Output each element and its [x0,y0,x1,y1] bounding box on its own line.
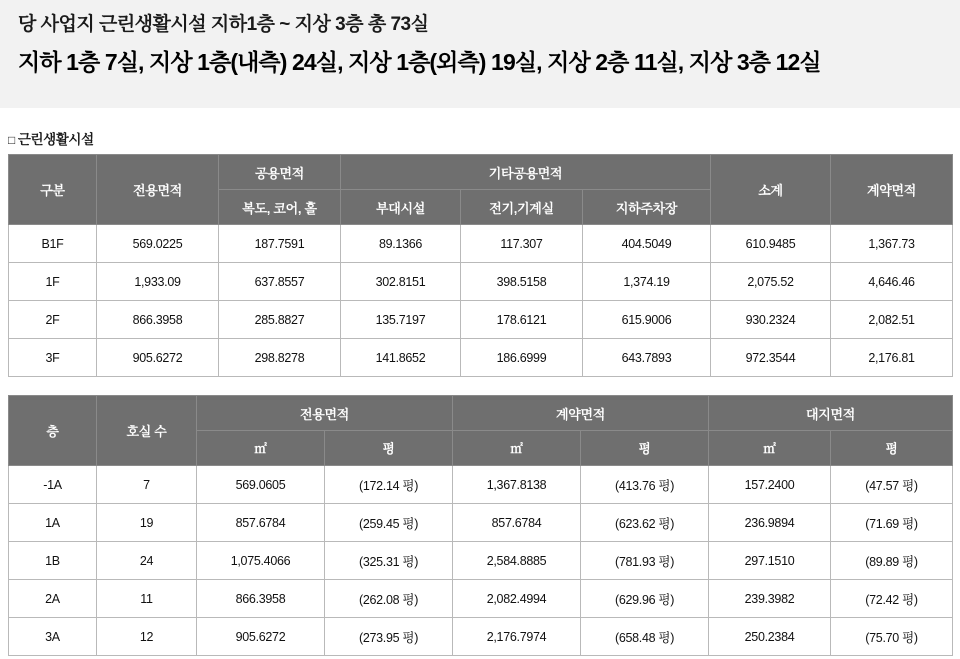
th-contract-area: 계약면적 [831,155,953,225]
cell-land-pyeong: (47.57 평) [831,466,953,504]
cell-exclusive-pyeong: (325.31 평) [325,542,453,580]
th-common-sub: 복도, 코어, 홀 [219,190,341,225]
cell-contract-pyeong: (658.48 평) [581,618,709,656]
cell-exclusive-pyeong: (259.45 평) [325,504,453,542]
section-title [0,108,960,154]
cell-exclusive: 905.6272 [97,339,219,377]
cell-etc1: 135.7197 [341,301,461,339]
cell-etc2: 117.307 [461,225,583,263]
cell-contract-pyeong: (781.93 평) [581,542,709,580]
cell-units: 12 [97,618,197,656]
cell-exclusive-pyeong: (262.08 평) [325,580,453,618]
th-gubun: 구분 [9,155,97,225]
cell-contract-pyeong: (623.62 평) [581,504,709,542]
cell-land-pyeong: (89.89 평) [831,542,953,580]
table-spacer [0,377,960,395]
cell-units: 7 [97,466,197,504]
table-row [9,466,953,504]
cell-exclusive: 569.0225 [97,225,219,263]
square-bullet-icon: □ [8,133,15,147]
cell-land-m2: 239.3982 [709,580,831,618]
area-table-1 [8,154,953,377]
th-exclusive-area: 전용면적 [97,155,219,225]
cell-exclusive-pyeong: (172.14 평) [325,466,453,504]
cell-contract: 1,367.73 [831,225,953,263]
cell-common: 187.7591 [219,225,341,263]
cell-floor: 3A [9,618,97,656]
area-table-2-wrapper [0,395,960,656]
cell-etc3: 643.7893 [583,339,711,377]
cell-subtotal: 610.9485 [711,225,831,263]
cell-land-m2: 297.1510 [709,542,831,580]
table-row [9,504,953,542]
area-table-1-body [9,225,953,377]
th-unit-count: 호실 수 [97,396,197,466]
th-contract-area: 계약면적 [453,396,709,431]
cell-etc2: 178.6121 [461,301,583,339]
table-row [9,301,953,339]
cell-gubun: 2F [9,301,97,339]
area-table-2 [8,395,953,656]
cell-exclusive-m2: 1,075.4066 [197,542,325,580]
cell-contract: 4,646.46 [831,263,953,301]
cell-etc2: 186.6999 [461,339,583,377]
cell-gubun: 3F [9,339,97,377]
th-etc-sub2: 전기,기계실 [461,190,583,225]
cell-etc3: 615.9006 [583,301,711,339]
cell-etc1: 89.1366 [341,225,461,263]
th-etc-sub1: 부대시설 [341,190,461,225]
cell-units: 11 [97,580,197,618]
cell-etc1: 302.8151 [341,263,461,301]
cell-land-pyeong: (71.69 평) [831,504,953,542]
cell-etc3: 1,374.19 [583,263,711,301]
cell-land-m2: 236.9894 [709,504,831,542]
th-land-pyeong: 평 [831,431,953,466]
th-exclusive-m2: ㎡ [197,431,325,466]
th-contract-pyeong: 평 [581,431,709,466]
table-row [9,542,953,580]
cell-exclusive-m2: 569.0605 [197,466,325,504]
cell-exclusive-m2: 866.3958 [197,580,325,618]
cell-units: 24 [97,542,197,580]
cell-exclusive: 1,933.09 [97,263,219,301]
th-floor: 층 [9,396,97,466]
th-exclusive-area: 전용면적 [197,396,453,431]
cell-land-pyeong: (72.42 평) [831,580,953,618]
cell-etc1: 141.8652 [341,339,461,377]
cell-gubun: 1F [9,263,97,301]
cell-subtotal: 972.3544 [711,339,831,377]
area-table-2-body [9,466,953,656]
cell-contract-m2: 1,367.8138 [453,466,581,504]
cell-contract: 2,176.81 [831,339,953,377]
cell-floor: -1A [9,466,97,504]
header-summary-line: 당 사업지 근린생활시설 지하1층 ~ 지상 3층 총 73실 [18,14,429,35]
table-header-row-top [9,396,953,431]
table-row [9,225,953,263]
table-row [9,580,953,618]
header-banner [0,0,960,108]
th-etc-common-area: 기타공용면적 [341,155,711,190]
th-common-area: 공용면적 [219,155,341,190]
cell-common: 285.8827 [219,301,341,339]
cell-subtotal: 930.2324 [711,301,831,339]
cell-land-m2: 250.2384 [709,618,831,656]
th-exclusive-pyeong: 평 [325,431,453,466]
cell-floor: 2A [9,580,97,618]
cell-etc2: 398.5158 [461,263,583,301]
th-subtotal: 소계 [711,155,831,225]
cell-etc3: 404.5049 [583,225,711,263]
cell-floor: 1B [9,542,97,580]
cell-exclusive: 866.3958 [97,301,219,339]
cell-contract-m2: 2,584.8885 [453,542,581,580]
cell-exclusive-m2: 857.6784 [197,504,325,542]
cell-exclusive-m2: 905.6272 [197,618,325,656]
header-detail-line: 지하 1층 7실, 지상 1층(내측) 24실, 지상 1층(외측) 19실, 지상 2층 11실, 지상 3층 12실 [18,49,821,75]
cell-contract: 2,082.51 [831,301,953,339]
table-row [9,339,953,377]
section-title-label: 근린생활시설 [17,132,94,147]
cell-contract-m2: 2,176.7974 [453,618,581,656]
cell-exclusive-pyeong: (273.95 평) [325,618,453,656]
table-row [9,263,953,301]
cell-common: 298.8278 [219,339,341,377]
cell-gubun: B1F [9,225,97,263]
cell-land-pyeong: (75.70 평) [831,618,953,656]
th-land-m2: ㎡ [709,431,831,466]
cell-land-m2: 157.2400 [709,466,831,504]
cell-contract-pyeong: (413.76 평) [581,466,709,504]
th-etc-sub3: 지하주차장 [583,190,711,225]
cell-floor: 1A [9,504,97,542]
th-contract-m2: ㎡ [453,431,581,466]
cell-subtotal: 2,075.52 [711,263,831,301]
area-table-1-wrapper [0,154,960,377]
cell-contract-m2: 2,082.4994 [453,580,581,618]
table-header-row-top [9,155,953,190]
cell-common: 637.8557 [219,263,341,301]
th-land-area: 대지면적 [709,396,953,431]
cell-contract-pyeong: (629.96 평) [581,580,709,618]
cell-units: 19 [97,504,197,542]
cell-contract-m2: 857.6784 [453,504,581,542]
table-row [9,618,953,656]
